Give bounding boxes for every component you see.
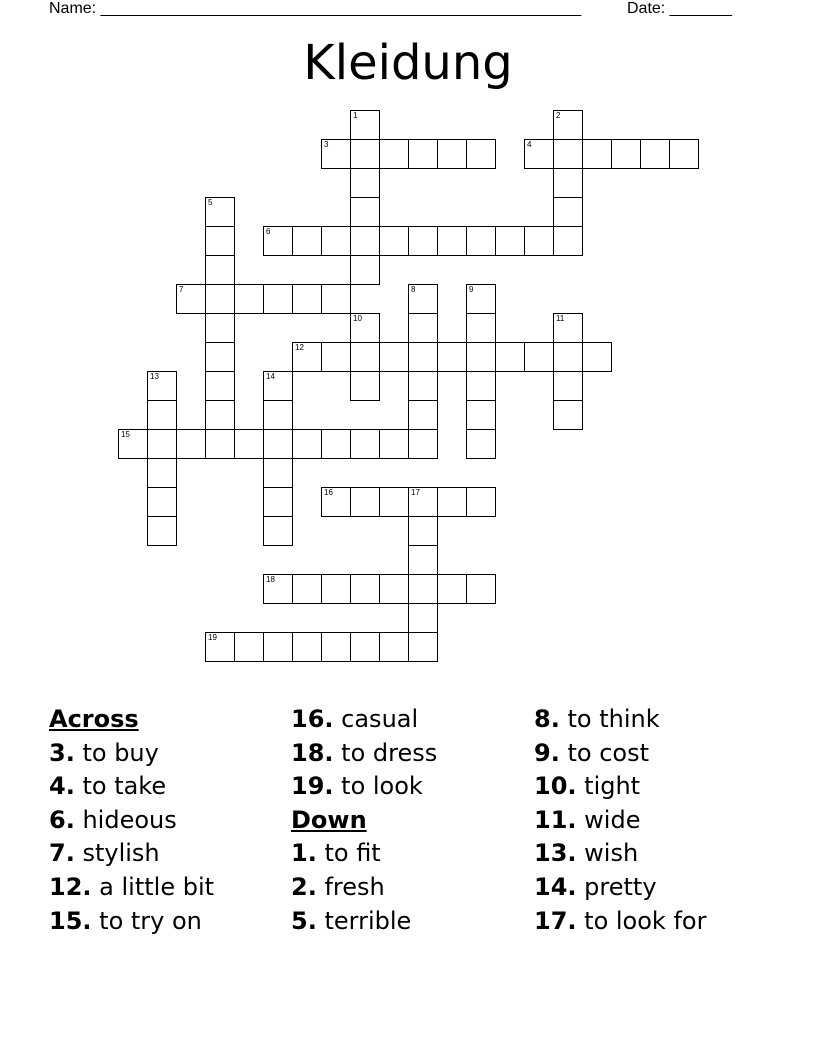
grid-cell[interactable] <box>321 487 351 517</box>
grid-cell[interactable] <box>495 342 525 372</box>
grid-cell[interactable] <box>292 284 322 314</box>
grid-cell[interactable] <box>408 632 438 662</box>
clue-item-text: a little bit <box>99 872 215 901</box>
grid-cell[interactable] <box>466 574 496 604</box>
clue-number: 11 <box>556 314 565 323</box>
grid-cell[interactable] <box>205 284 235 314</box>
clue-item-text: to buy <box>82 738 159 767</box>
page-title: Kleidung <box>303 35 513 91</box>
grid-cell[interactable] <box>263 574 293 604</box>
clue-item-number: 11. <box>534 805 577 834</box>
clue-number: 8 <box>411 285 416 294</box>
clue-item <box>49 905 299 939</box>
grid-cell[interactable] <box>553 197 583 227</box>
clue-item-number: 15. <box>49 906 92 935</box>
clue-item <box>534 905 784 939</box>
grid-cell[interactable] <box>350 197 380 227</box>
grid-cell[interactable] <box>379 487 409 517</box>
grid-cell[interactable] <box>582 139 612 169</box>
grid-cell[interactable] <box>263 400 293 430</box>
clue-item-text: to look <box>341 772 423 801</box>
grid-cell[interactable] <box>350 574 380 604</box>
clue-item <box>49 837 299 871</box>
grid-cell[interactable] <box>408 342 438 372</box>
grid-cell[interactable] <box>553 313 583 343</box>
clue-item-number: 2. <box>291 872 317 901</box>
clue-item <box>291 770 541 804</box>
clue-heading <box>49 703 299 737</box>
clue-item <box>534 770 784 804</box>
grid-cell[interactable] <box>321 574 351 604</box>
clue-item-number: 18. <box>291 738 334 767</box>
clue-item <box>534 703 784 737</box>
grid-cell[interactable] <box>234 632 264 662</box>
grid-cell[interactable] <box>437 487 467 517</box>
clue-item-text: to take <box>82 772 167 801</box>
grid-cell[interactable] <box>350 139 380 169</box>
grid-cell[interactable] <box>466 139 496 169</box>
grid-cell[interactable] <box>147 371 177 401</box>
grid-cell[interactable] <box>263 516 293 546</box>
grid-cell[interactable] <box>147 487 177 517</box>
grid-cell[interactable] <box>292 429 322 459</box>
grid-cell[interactable] <box>263 371 293 401</box>
clue-item <box>534 837 784 871</box>
grid-cell[interactable] <box>321 632 351 662</box>
clue-item <box>291 737 541 771</box>
grid-cell[interactable] <box>408 139 438 169</box>
grid-cell[interactable] <box>466 487 496 517</box>
grid-cell[interactable] <box>553 139 583 169</box>
grid-cell[interactable] <box>205 313 235 343</box>
clue-number: 13 <box>150 372 159 381</box>
grid-cell[interactable] <box>437 574 467 604</box>
grid-cell[interactable] <box>321 429 351 459</box>
grid-cell[interactable] <box>147 516 177 546</box>
grid-cell[interactable] <box>263 487 293 517</box>
clue-item-number: 8. <box>534 705 560 733</box>
grid-cell[interactable] <box>350 487 380 517</box>
clue-number: 16 <box>324 488 333 497</box>
grid-cell[interactable] <box>321 226 351 256</box>
grid-cell[interactable] <box>350 226 380 256</box>
clue-item-number: 10. <box>534 772 577 801</box>
grid-cell[interactable] <box>640 139 670 169</box>
clue-item-number: 4. <box>49 772 75 801</box>
clue-number: 15 <box>121 430 130 439</box>
grid-cell[interactable] <box>524 226 554 256</box>
grid-cell[interactable] <box>350 342 380 372</box>
grid-cell[interactable] <box>408 487 438 517</box>
grid-cell[interactable] <box>263 632 293 662</box>
clue-item-text: wish <box>584 839 639 868</box>
grid-cell[interactable] <box>408 284 438 314</box>
grid-cell[interactable] <box>524 342 554 372</box>
clue-item-number: 13. <box>534 839 577 868</box>
clue-item <box>49 770 299 804</box>
clue-heading-text: Across <box>49 705 139 733</box>
grid-cell[interactable] <box>292 342 322 372</box>
clue-item-text: fresh <box>324 872 385 901</box>
grid-cell[interactable] <box>495 226 525 256</box>
clue-item-text: to cost <box>567 738 649 767</box>
grid-cell[interactable] <box>437 139 467 169</box>
clue-number: 5 <box>208 198 213 207</box>
grid-cell[interactable] <box>553 168 583 198</box>
clue-item-text: casual <box>341 705 419 733</box>
clue-item <box>49 871 299 905</box>
date-field-label: Date: _______ <box>627 0 732 17</box>
grid-cell[interactable] <box>234 429 264 459</box>
clue-item-number: 7. <box>49 839 75 868</box>
clue-number: 4 <box>527 140 532 149</box>
clue-heading <box>291 804 541 838</box>
grid-cell[interactable] <box>466 371 496 401</box>
grid-cell[interactable] <box>350 110 380 140</box>
grid-cell[interactable] <box>205 226 235 256</box>
grid-cell[interactable] <box>466 342 496 372</box>
grid-cell[interactable] <box>350 168 380 198</box>
grid-cell[interactable] <box>205 400 235 430</box>
grid-cell[interactable] <box>553 226 583 256</box>
clue-item-text: to fit <box>324 839 381 868</box>
clue-item <box>49 804 299 838</box>
clue-number: 3 <box>324 140 329 149</box>
grid-cell[interactable] <box>147 429 177 459</box>
grid-cell[interactable] <box>350 313 380 343</box>
grid-cell[interactable] <box>437 342 467 372</box>
clue-item-number: 17. <box>534 906 577 935</box>
grid-cell[interactable] <box>350 371 380 401</box>
clue-item-text: tight <box>584 772 641 801</box>
grid-cell[interactable] <box>350 255 380 285</box>
clue-item-number: 5. <box>291 906 317 935</box>
clue-number: 1 <box>353 111 358 120</box>
clue-item <box>291 871 541 905</box>
grid-cell[interactable] <box>176 429 206 459</box>
grid-cell[interactable] <box>408 400 438 430</box>
grid-cell[interactable] <box>466 400 496 430</box>
grid-cell[interactable] <box>205 197 235 227</box>
clue-item-number: 3. <box>49 738 75 767</box>
grid-cell[interactable] <box>321 342 351 372</box>
grid-cell[interactable] <box>466 284 496 314</box>
grid-cell[interactable] <box>205 632 235 662</box>
clue-item-number: 12. <box>49 872 92 901</box>
grid-cell[interactable] <box>205 429 235 459</box>
grid-cell[interactable] <box>118 429 148 459</box>
clue-item <box>534 804 784 838</box>
clue-item-text: to think <box>567 705 660 733</box>
clue-item-number: 14. <box>534 872 577 901</box>
grid-cell[interactable] <box>176 284 206 314</box>
grid-cell[interactable] <box>553 371 583 401</box>
clue-item-text: stylish <box>82 839 160 868</box>
grid-cell[interactable] <box>408 574 438 604</box>
grid-cell[interactable] <box>379 574 409 604</box>
clue-number: 6 <box>266 227 271 236</box>
clue-item-number: 9. <box>534 738 560 767</box>
grid-cell[interactable] <box>205 342 235 372</box>
grid-cell[interactable] <box>524 139 554 169</box>
clue-column-3 <box>534 703 784 938</box>
clue-item <box>49 737 299 771</box>
grid-cell[interactable] <box>263 458 293 488</box>
clue-item-number: 1. <box>291 839 317 868</box>
grid-cell[interactable] <box>379 139 409 169</box>
grid-cell[interactable] <box>379 342 409 372</box>
grid-cell[interactable] <box>263 284 293 314</box>
clue-column-1 <box>49 703 299 938</box>
grid-cell[interactable] <box>553 342 583 372</box>
grid-cell[interactable] <box>147 400 177 430</box>
clue-item-number: 6. <box>49 805 75 834</box>
grid-cell[interactable] <box>379 226 409 256</box>
grid-cell[interactable] <box>379 632 409 662</box>
grid-cell[interactable] <box>292 632 322 662</box>
clue-item <box>291 837 541 871</box>
grid-cell[interactable] <box>553 400 583 430</box>
grid-cell[interactable] <box>582 342 612 372</box>
grid-cell[interactable] <box>408 603 438 633</box>
clue-number: 18 <box>266 575 275 584</box>
grid-cell[interactable] <box>350 632 380 662</box>
grid-cell[interactable] <box>408 429 438 459</box>
clue-item <box>291 703 541 737</box>
clue-item-number: 19. <box>291 772 334 801</box>
grid-cell[interactable] <box>408 371 438 401</box>
clue-item-text: to look for <box>584 906 707 935</box>
clue-number: 2 <box>556 111 561 120</box>
clue-item-number: 16. <box>291 705 334 733</box>
grid-cell[interactable] <box>205 255 235 285</box>
clue-heading-text: Down <box>291 805 367 834</box>
grid-cell[interactable] <box>350 429 380 459</box>
grid-cell[interactable] <box>408 545 438 575</box>
clue-number: 10 <box>353 314 362 323</box>
clue-item <box>534 737 784 771</box>
clue-item-text: hideous <box>82 805 177 834</box>
grid-cell[interactable] <box>205 371 235 401</box>
grid-cell[interactable] <box>408 226 438 256</box>
clue-number: 14 <box>266 372 275 381</box>
grid-cell[interactable] <box>669 139 699 169</box>
clue-number: 7 <box>179 285 184 294</box>
grid-cell[interactable] <box>379 429 409 459</box>
clue-item-text: to dress <box>341 738 438 767</box>
clue-number: 9 <box>469 285 474 294</box>
grid-cell[interactable] <box>292 226 322 256</box>
clue-column-2 <box>291 703 541 938</box>
clue-number: 17 <box>411 488 420 497</box>
grid-cell[interactable] <box>321 139 351 169</box>
grid-cell[interactable] <box>466 313 496 343</box>
grid-cell[interactable] <box>263 226 293 256</box>
grid-cell[interactable] <box>466 226 496 256</box>
grid-cell[interactable] <box>437 226 467 256</box>
grid-cell[interactable] <box>292 574 322 604</box>
clue-number: 19 <box>208 633 217 642</box>
clue-item-text: pretty <box>584 872 657 901</box>
grid-cell[interactable] <box>408 313 438 343</box>
grid-cell[interactable] <box>408 516 438 546</box>
clue-item-text: terrible <box>324 906 412 935</box>
grid-cell[interactable] <box>263 429 293 459</box>
grid-cell[interactable] <box>321 284 351 314</box>
name-field-label: Name: ______________________________________________________ <box>49 0 582 17</box>
clue-number: 12 <box>295 343 304 352</box>
clue-item <box>291 905 541 939</box>
grid-cell[interactable] <box>147 458 177 488</box>
grid-cell[interactable] <box>611 139 641 169</box>
clue-item-text: wide <box>584 805 641 834</box>
grid-cell[interactable] <box>553 110 583 140</box>
clue-item-text: to try on <box>99 906 202 935</box>
grid-cell[interactable] <box>466 429 496 459</box>
clue-item <box>534 871 784 905</box>
grid-cell[interactable] <box>234 284 264 314</box>
